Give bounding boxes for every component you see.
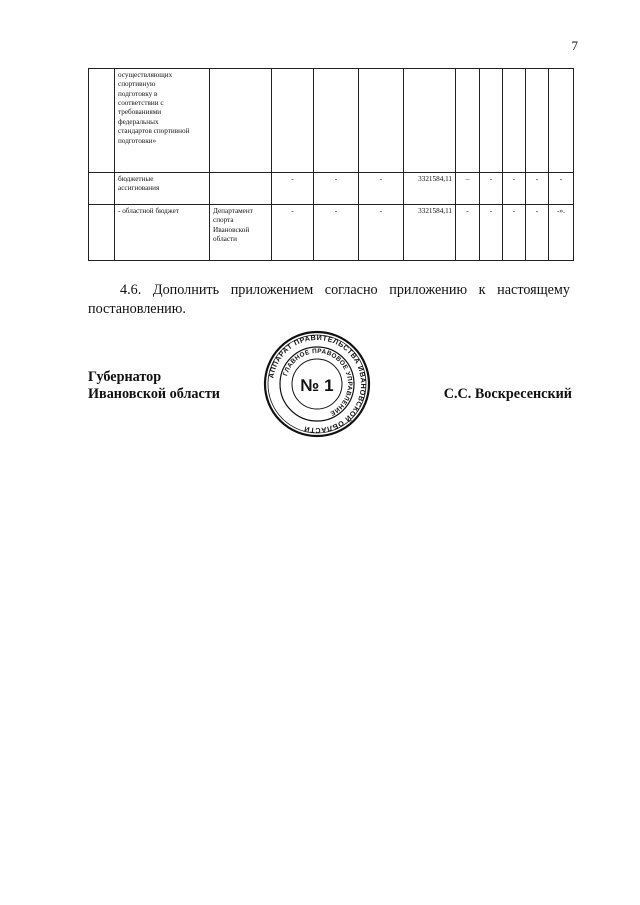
page-number: 7 xyxy=(571,38,578,53)
table-cell-value: - xyxy=(314,205,359,261)
table-cell-value: - xyxy=(526,205,549,261)
seal-number: № 1 xyxy=(300,376,334,395)
table-cell-value: - xyxy=(549,173,574,205)
table-cell-value xyxy=(314,69,359,173)
table-cell-value xyxy=(456,69,480,173)
table-cell-value xyxy=(549,69,574,173)
table-cell-value: 3321584,11 xyxy=(404,205,456,261)
table-cell-name: осуществляющих спортивную подготовку в соответствии с требованиями федеральных стандартов спортивной подготовки» xyxy=(115,69,210,173)
table-cell-value xyxy=(526,69,549,173)
amendment-paragraph: 4.6. Дополнить приложением согласно приложению к настоящему постановлению. xyxy=(88,282,570,317)
table-row xyxy=(89,173,574,205)
table-cell-index xyxy=(89,173,115,205)
table-row xyxy=(89,69,574,173)
table-row xyxy=(89,205,574,261)
table-cell-value xyxy=(272,69,314,173)
signer-name: С.С. Воскресенский xyxy=(443,386,572,402)
table-cell-value xyxy=(359,69,404,173)
table-cell-value: - xyxy=(359,205,404,261)
table-cell-executor xyxy=(210,173,272,205)
table-cell-executor xyxy=(210,69,272,173)
table-cell-value: - xyxy=(314,173,359,205)
table-cell-value: - xyxy=(480,173,503,205)
table-cell-value: - xyxy=(359,173,404,205)
seal-outer-text: АППАРАТ ПРАВИТЕЛЬСТВА ИВАНОВСКОЙ ОБЛАСТИ xyxy=(266,332,369,436)
table-cell-value: - xyxy=(272,173,314,205)
table-cell-value: - xyxy=(456,205,480,261)
signature-region: Ивановской области xyxy=(88,386,220,402)
table-cell-name: бюджетные ассигнования xyxy=(115,173,210,205)
official-seal xyxy=(263,330,371,438)
table-cell-value: -». xyxy=(549,205,574,261)
budget-table xyxy=(88,68,574,261)
table-cell-value xyxy=(503,69,526,173)
table-cell-index xyxy=(89,69,115,173)
table-cell-value: – xyxy=(456,173,480,205)
table-cell-name: - областной бюджет xyxy=(115,205,210,261)
table-cell-value: 3321584,11 xyxy=(404,173,456,205)
table-cell-value: - xyxy=(480,205,503,261)
table-cell-value: - xyxy=(272,205,314,261)
table-cell-value: - xyxy=(526,173,549,205)
table-cell-index xyxy=(89,205,115,261)
table-cell-value: - xyxy=(503,205,526,261)
table-cell-value: - xyxy=(503,173,526,205)
seal-inner-text: ГЛАВНОЕ ПРАВОВОЕ УПРАВЛЕНИЕ xyxy=(282,347,354,417)
table-cell-value xyxy=(480,69,503,173)
signature-title: Губернатор xyxy=(88,369,162,385)
table-cell-value xyxy=(404,69,456,173)
table-cell-executor: Департамент спорта Ивановской области xyxy=(210,205,272,261)
